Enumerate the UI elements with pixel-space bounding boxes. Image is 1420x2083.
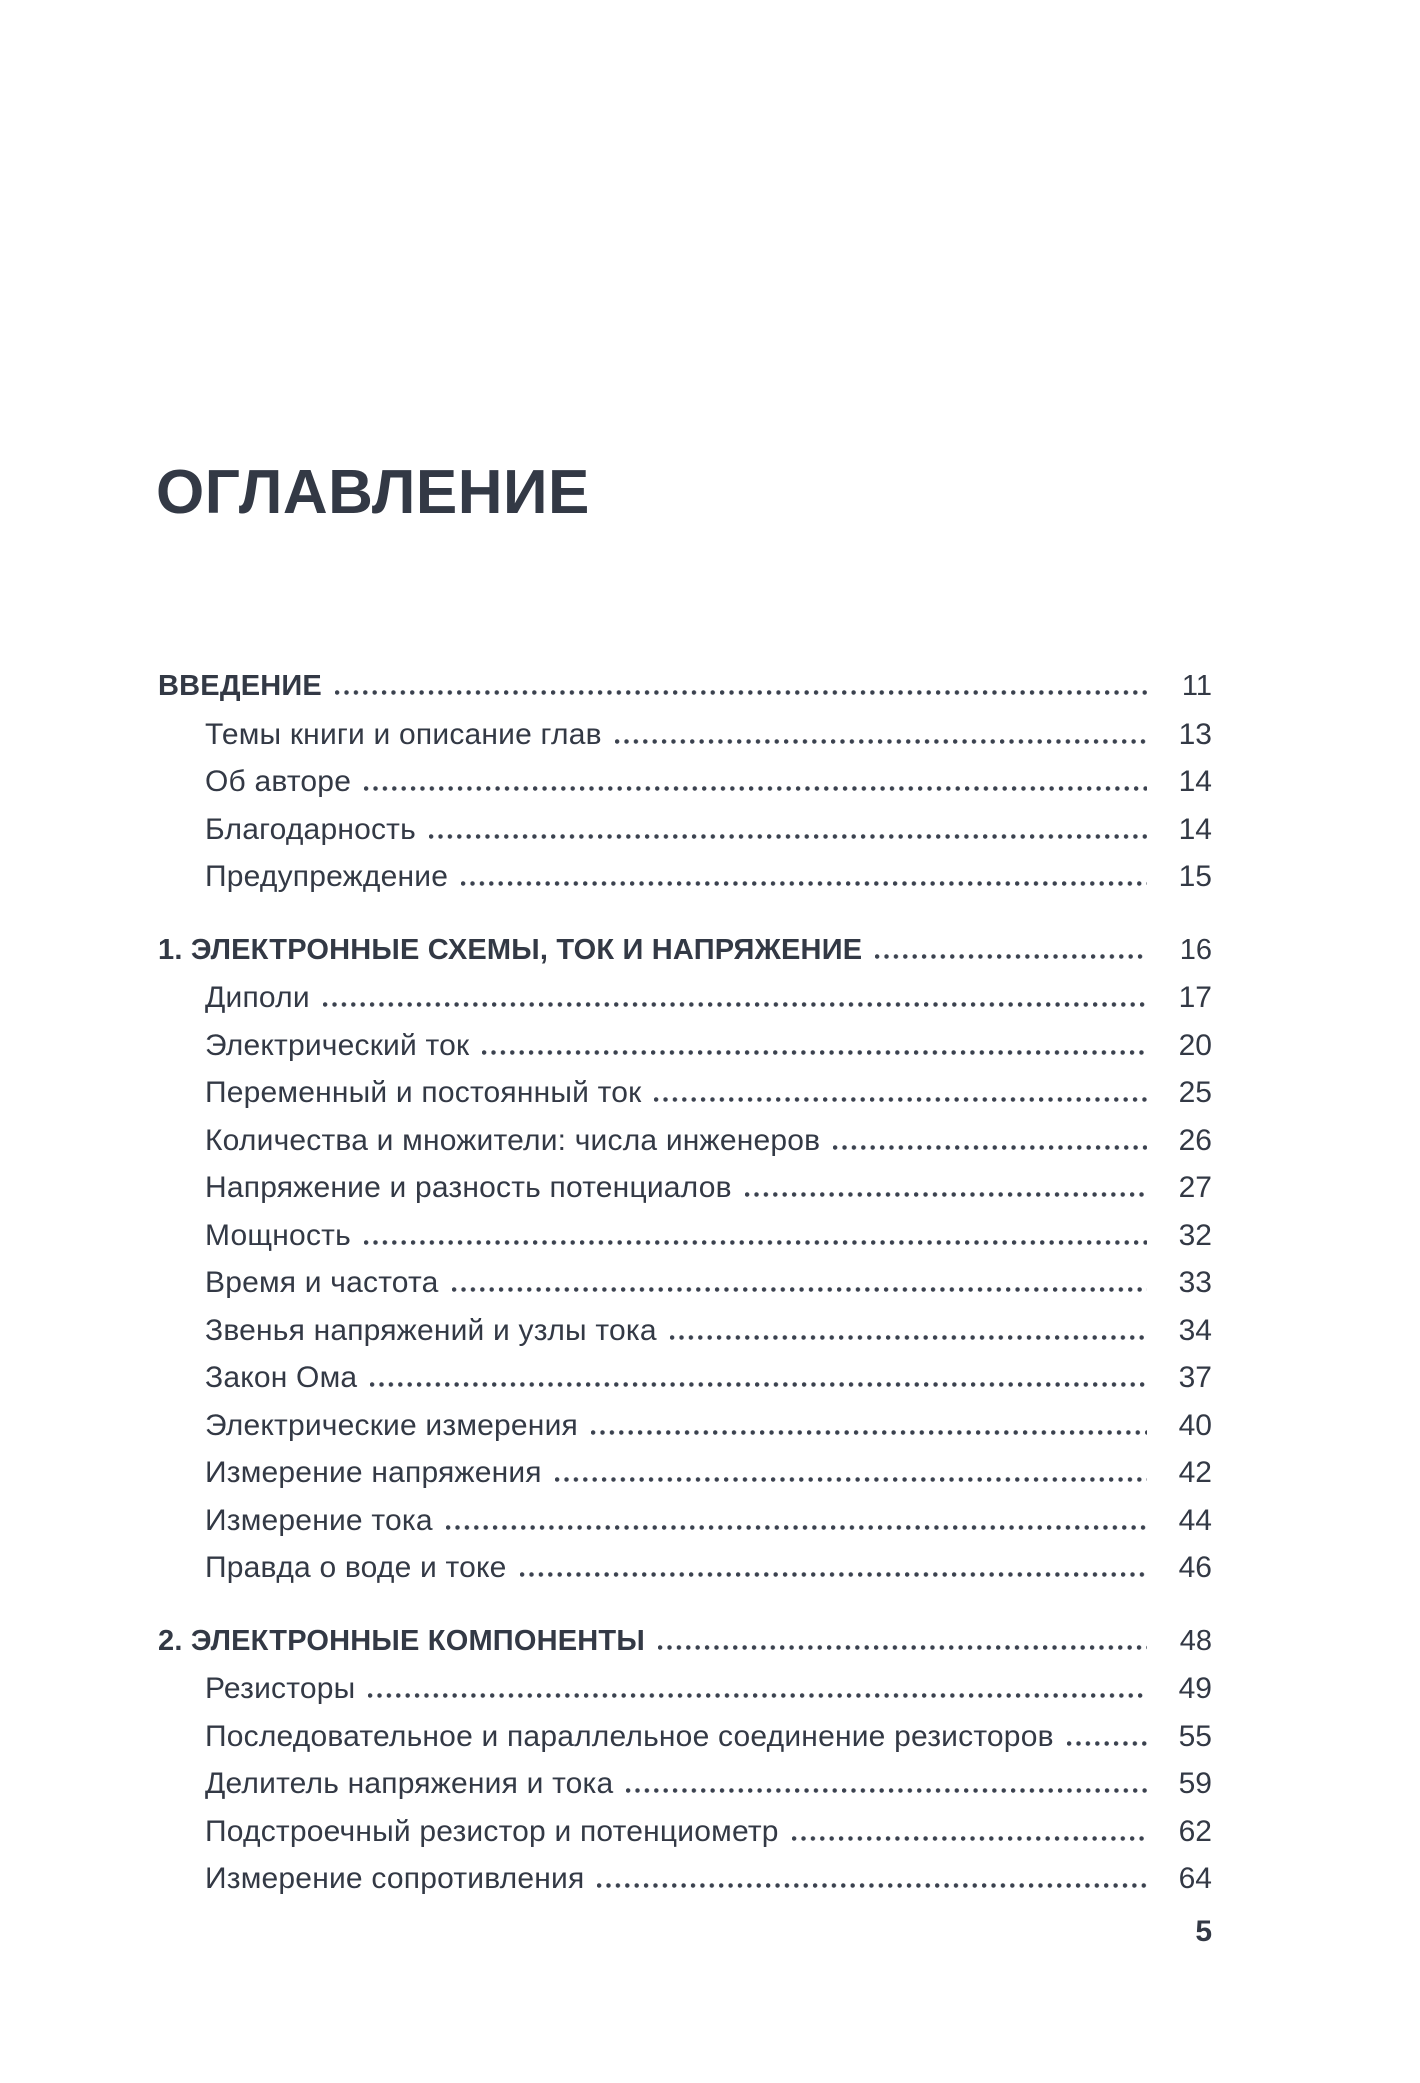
toc-entry-page: 32 bbox=[1178, 1218, 1212, 1252]
dot-leader bbox=[833, 1145, 1147, 1150]
dot-leader bbox=[364, 786, 1147, 791]
toc-entry-page: 44 bbox=[1178, 1503, 1212, 1537]
toc-row bbox=[158, 663, 1212, 711]
toc-entry-page: 37 bbox=[1178, 1361, 1212, 1394]
toc-entry-page: 48 bbox=[1179, 1624, 1212, 1657]
toc-row bbox=[158, 1855, 1212, 1903]
dot-leader bbox=[745, 1192, 1147, 1197]
toc-entry-label: Диполи bbox=[205, 981, 310, 1014]
toc-entry-label: Электрические измерения bbox=[205, 1408, 578, 1442]
toc-row bbox=[158, 1544, 1212, 1592]
dot-leader bbox=[670, 1335, 1147, 1340]
toc-row bbox=[158, 1760, 1212, 1808]
toc-entry-page: 42 bbox=[1178, 1456, 1212, 1489]
toc-entry-label: 2. ЭЛЕКТРОННЫЕ КОМПОНЕНТЫ bbox=[158, 1624, 645, 1657]
toc-entry-label: Благодарность bbox=[205, 812, 416, 846]
toc-entry-label: Темы книги и описание глав bbox=[205, 717, 602, 751]
dot-leader bbox=[875, 954, 1147, 959]
toc-entry-label: ВВЕДЕНИЕ bbox=[158, 670, 322, 702]
toc-row bbox=[158, 1212, 1212, 1260]
toc-entry-label: Электрический ток bbox=[205, 1028, 470, 1062]
dot-leader bbox=[654, 1097, 1147, 1102]
toc-row bbox=[158, 1117, 1212, 1165]
toc-entry-page: 55 bbox=[1178, 1719, 1212, 1753]
toc-entry-label: Делитель напряжения и тока bbox=[205, 1767, 614, 1800]
dot-leader bbox=[370, 1382, 1147, 1387]
dot-leader bbox=[461, 881, 1147, 886]
toc-entry-label: Измерение напряжения bbox=[205, 1456, 542, 1489]
toc-row bbox=[158, 1449, 1212, 1497]
toc-entry-page: 49 bbox=[1178, 1672, 1212, 1705]
toc-row bbox=[158, 1713, 1212, 1761]
dot-leader bbox=[658, 1645, 1147, 1650]
toc-entry-page: 11 bbox=[1181, 670, 1212, 702]
dot-leader bbox=[1067, 1741, 1147, 1746]
toc-entry-page: 16 bbox=[1179, 933, 1212, 966]
dot-leader bbox=[591, 1430, 1147, 1435]
dot-leader bbox=[446, 1525, 1147, 1530]
toc-entry-label: Напряжение и разность потенциалов bbox=[205, 1171, 732, 1204]
toc-entry-page: 33 bbox=[1178, 1266, 1212, 1299]
toc-list bbox=[158, 663, 1212, 1903]
toc-entry-label: Закон Ома bbox=[205, 1361, 358, 1394]
dot-leader bbox=[626, 1788, 1147, 1793]
toc-row bbox=[158, 1307, 1212, 1355]
dot-leader bbox=[482, 1050, 1147, 1055]
toc-row bbox=[158, 1808, 1212, 1856]
dot-leader bbox=[452, 1287, 1147, 1292]
toc-entry-page: 59 bbox=[1178, 1767, 1212, 1800]
toc-row bbox=[158, 1497, 1212, 1545]
toc-entry-label: Последовательное и параллельное соединение резисторов bbox=[205, 1719, 1054, 1753]
toc-entry-label: Резисторы bbox=[205, 1672, 356, 1705]
toc-row bbox=[158, 1259, 1212, 1307]
dot-leader bbox=[555, 1477, 1147, 1482]
toc-entry-label: Измерение тока bbox=[205, 1503, 433, 1537]
toc-entry-label: Измерение сопротивления bbox=[205, 1862, 585, 1895]
toc-row bbox=[158, 974, 1212, 1022]
dot-leader bbox=[364, 1240, 1147, 1245]
toc-row bbox=[158, 1022, 1212, 1070]
toc-row bbox=[158, 711, 1212, 759]
toc-entry-page: 26 bbox=[1178, 1123, 1212, 1157]
toc-entry-label: Количества и множители: числа инженеров bbox=[205, 1123, 821, 1157]
toc-entry-label: Правда о воде и токе bbox=[205, 1551, 507, 1584]
toc-entry-page: 14 bbox=[1178, 765, 1212, 798]
dot-leader bbox=[597, 1883, 1147, 1888]
dot-leader bbox=[792, 1836, 1147, 1841]
toc-row bbox=[158, 758, 1212, 806]
toc-entry-label: Мощность bbox=[205, 1218, 351, 1252]
toc-entry-label: Звенья напряжений и узлы тока bbox=[205, 1313, 657, 1347]
toc-entry-page: 25 bbox=[1178, 1076, 1212, 1109]
toc-row bbox=[158, 1164, 1212, 1212]
toc-entry-label: Время и частота bbox=[205, 1266, 439, 1299]
toc-entry-page: 15 bbox=[1178, 860, 1212, 893]
toc-entry-label: 1. ЭЛЕКТРОННЫЕ СХЕМЫ, ТОК И НАПРЯЖЕНИЕ bbox=[158, 933, 863, 966]
toc-entry-page: 14 bbox=[1178, 812, 1212, 846]
toc-row bbox=[158, 806, 1212, 854]
toc-entry-page: 27 bbox=[1178, 1171, 1212, 1204]
toc-entry-label: Об авторе bbox=[205, 765, 352, 798]
toc-entry-page: 20 bbox=[1178, 1028, 1212, 1062]
toc-entry-label: Предупреждение bbox=[205, 860, 449, 893]
toc-entry-page: 34 bbox=[1178, 1313, 1212, 1347]
toc-entry-label: Подстроечный резистор и потенциометр bbox=[205, 1814, 779, 1848]
dot-leader bbox=[323, 1002, 1147, 1007]
dot-leader bbox=[368, 1693, 1147, 1698]
toc-row bbox=[158, 1402, 1212, 1450]
toc-entry-page: 62 bbox=[1178, 1814, 1212, 1848]
page-number: 5 bbox=[1195, 1915, 1212, 1948]
dot-leader bbox=[335, 690, 1147, 695]
dot-leader bbox=[615, 739, 1147, 744]
toc-row bbox=[158, 1069, 1212, 1117]
toc-entry-page: 13 bbox=[1178, 717, 1212, 751]
toc-entry-page: 40 bbox=[1178, 1408, 1212, 1442]
toc-entry-page: 64 bbox=[1178, 1862, 1212, 1895]
dot-leader bbox=[520, 1572, 1147, 1577]
toc-row bbox=[158, 1665, 1212, 1713]
toc-row bbox=[158, 1618, 1212, 1666]
toc-entry-page: 17 bbox=[1178, 981, 1212, 1014]
toc-row bbox=[158, 1354, 1212, 1402]
dot-leader bbox=[429, 834, 1147, 839]
toc-row bbox=[158, 853, 1212, 901]
toc-entry-page: 46 bbox=[1178, 1551, 1212, 1584]
toc-row bbox=[158, 927, 1212, 975]
page-title: ОГЛАВЛЕНИЕ bbox=[156, 458, 590, 527]
toc-entry-label: Переменный и постоянный ток bbox=[205, 1076, 642, 1109]
